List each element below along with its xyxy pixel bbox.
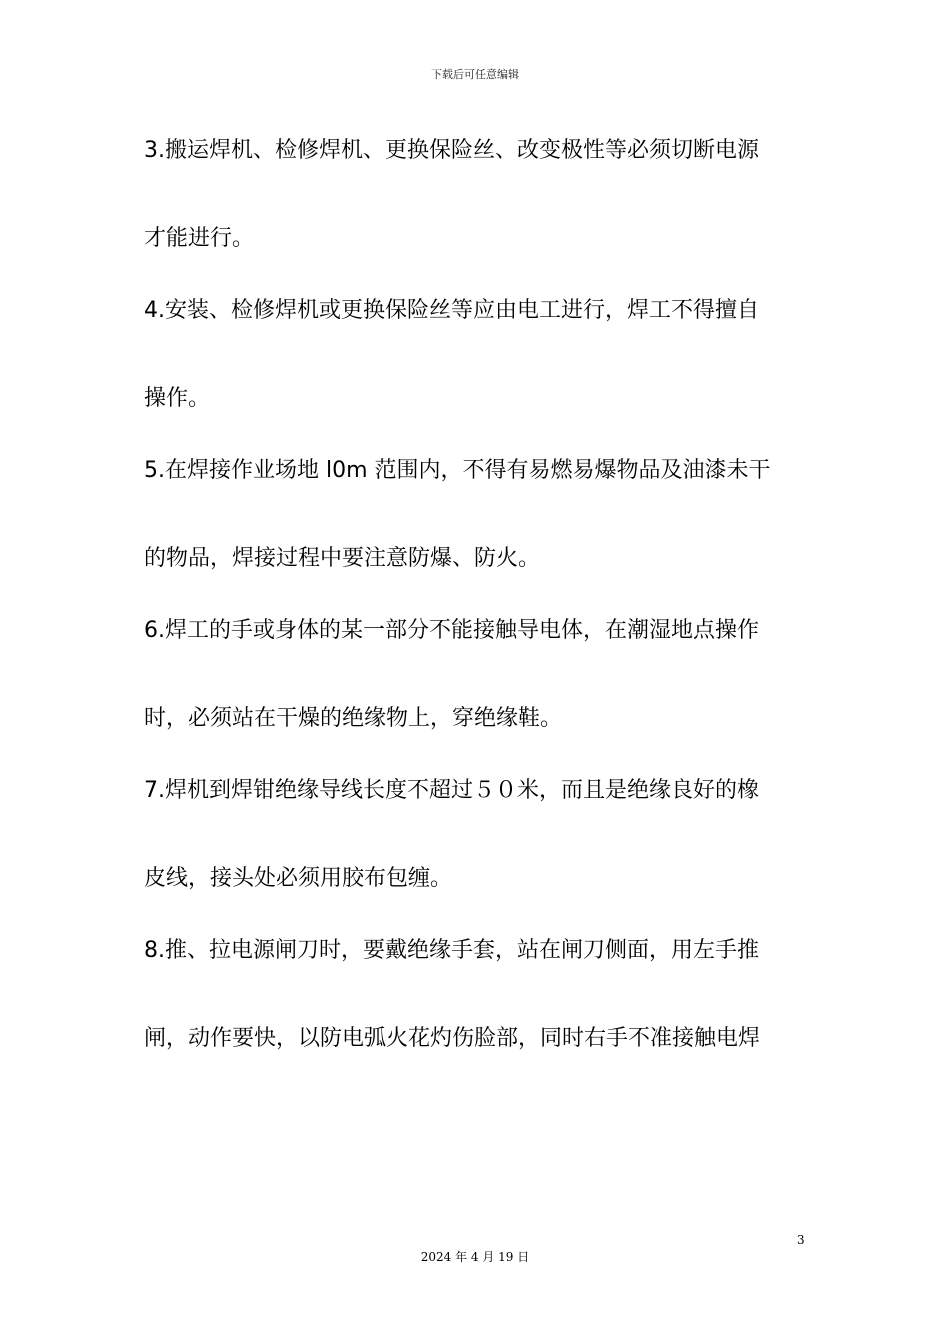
body-line: 8.推、拉电源闸刀时，要戴绝缘手套，站在闸刀侧面，用左手推 xyxy=(144,938,759,963)
body-line: 的物品，焊接过程中要注意防爆、防火。 xyxy=(144,546,541,571)
page-number: 3 xyxy=(797,1233,805,1247)
body-line: 6.焊工的手或身体的某一部分不能接触导电体，在潮湿地点操作 xyxy=(144,618,759,643)
body-line: 4.安装、检修焊机或更换保险丝等应由电工进行，焊工不得擅自 xyxy=(144,298,759,323)
footer-date: 2024 年 4 月 19 日 xyxy=(420,1250,530,1264)
body-line: 3.搬运焊机、检修焊机、更换保险丝、改变极性等必须切断电源 xyxy=(144,138,759,163)
body-line: 操作。 xyxy=(144,386,211,411)
body-line: 时，必须站在干燥的绝缘物上，穿绝缘鞋。 xyxy=(144,706,563,731)
body-line: 5.在焊接作业场地 l0m 范围内，不得有易燃易爆物品及油漆未干 xyxy=(144,458,771,483)
header-note: 下载后可任意编辑 xyxy=(431,68,519,81)
body-line: 7.焊机到焊钳绝缘导线长度不超过５０米，而且是绝缘良好的橡 xyxy=(144,778,759,803)
body-line: 才能进行。 xyxy=(144,226,255,251)
body-line: 皮线，接头处必须用胶布包缠。 xyxy=(144,866,453,891)
body-line: 闸，动作要快，以防电弧火花灼伤脸部，同时右手不准接触电焊 xyxy=(144,1026,761,1051)
